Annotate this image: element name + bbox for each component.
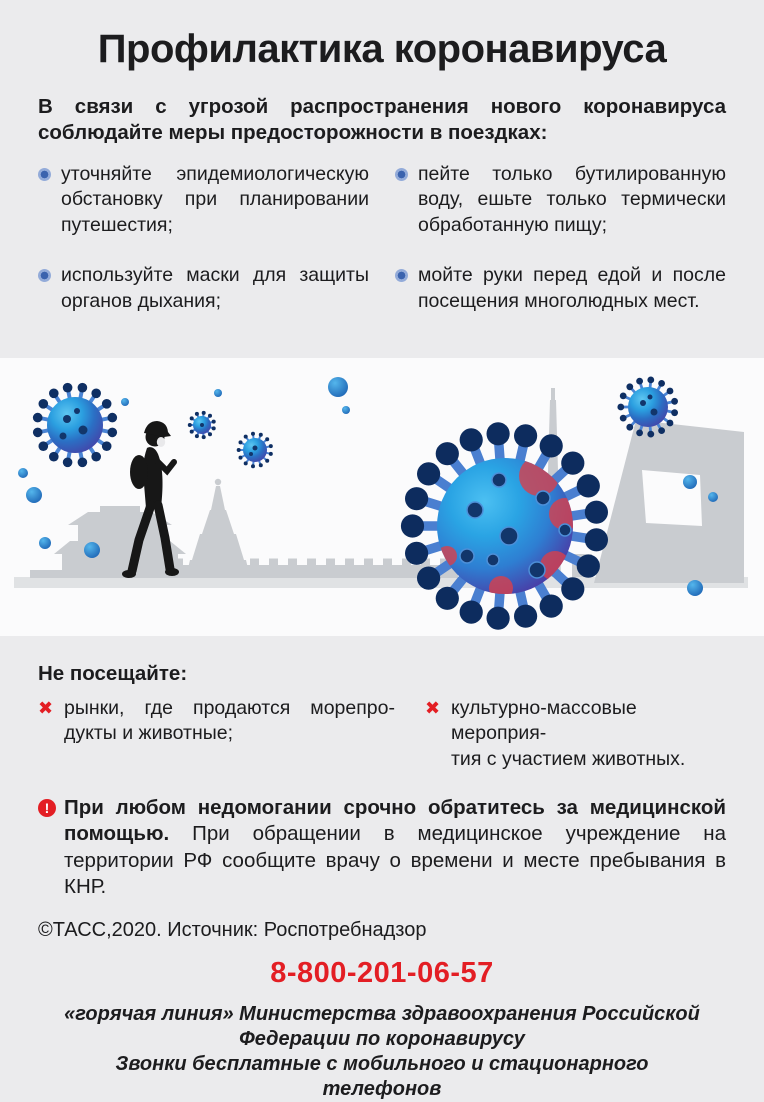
list-item-text: рынки, где продаются морепро- дукты и животные; <box>64 696 395 745</box>
hotline-footer <box>0 1002 764 1102</box>
list-item <box>38 696 395 773</box>
list-item <box>395 162 726 239</box>
virus-illustration-left <box>33 382 117 466</box>
poster-page <box>0 26 764 1101</box>
hotline-note: Звонки бесплатные с мобильного и стационарного телефонов <box>115 1053 649 1101</box>
list-item-text: уточняйте эпидемиологическую обстановку при планировании путешестия; <box>61 162 369 236</box>
list-item-text: мойте руки перед едой и после посещения многолюдных мест. <box>418 264 726 312</box>
ring-dot-icon <box>395 269 408 282</box>
list-item <box>38 263 369 314</box>
hotline-description: «горячая линия» Министерства здравоохранения Российской Федерации по коронавирусу <box>64 1003 700 1051</box>
great-wall <box>132 562 458 578</box>
warning-rest-text: При обращении в медицинское учреждение на территории РФ сообщите врачу о времени и месте пребывания в КНР. <box>64 822 727 898</box>
list-item-text: культурно-массовые мероприя- тия с участием животных. <box>451 696 686 770</box>
red-cross-icon: ✖ <box>38 697 54 719</box>
intro-paragraph: В связи с угрозой распространения нового коронавируса соблюдайте меры предосторожности в поездках: <box>38 95 726 145</box>
travel-tips-left-column <box>38 162 369 340</box>
list-item <box>38 162 369 239</box>
avoid-heading: Не посещайте: <box>38 661 188 685</box>
virus-illustration-small <box>188 410 216 438</box>
avoid-list <box>38 696 726 773</box>
page-title: Профилактика коронавируса <box>97 27 667 71</box>
beijing-virus-illustration <box>0 358 764 636</box>
face-mask <box>157 437 165 447</box>
ring-dot-icon <box>38 168 51 181</box>
scene-illustration <box>0 358 764 636</box>
ring-dot-icon <box>38 269 51 282</box>
travel-tips-list <box>38 162 726 340</box>
virus-illustration-medium <box>237 431 273 467</box>
list-item-text: пейте только бутилированную воду, ешьте только термически обработанную пищу; <box>418 162 726 236</box>
list-item <box>425 696 726 773</box>
hotline-phone-number: 8-800-201-06-57 <box>270 957 494 990</box>
list-item-text: используйте маски для защиты органов дыхания; <box>61 264 369 312</box>
red-exclamation-icon: ! <box>38 799 56 817</box>
list-item <box>395 263 726 314</box>
travel-tips-right-column <box>395 162 726 340</box>
source-line: ©ТАСС,2020. Источник: Роспотребнадзор <box>38 919 427 942</box>
backpack <box>130 455 148 489</box>
virus-illustration-large <box>401 422 608 630</box>
medical-warning-paragraph <box>38 795 726 900</box>
warning-bold-text: При любом недомогании срочно обратитесь за медицинской помощью. <box>64 796 726 846</box>
red-cross-icon: ✖ <box>425 697 441 719</box>
cctv-building <box>594 420 744 583</box>
ring-dot-icon <box>395 168 408 181</box>
temple-of-heaven <box>186 478 250 576</box>
